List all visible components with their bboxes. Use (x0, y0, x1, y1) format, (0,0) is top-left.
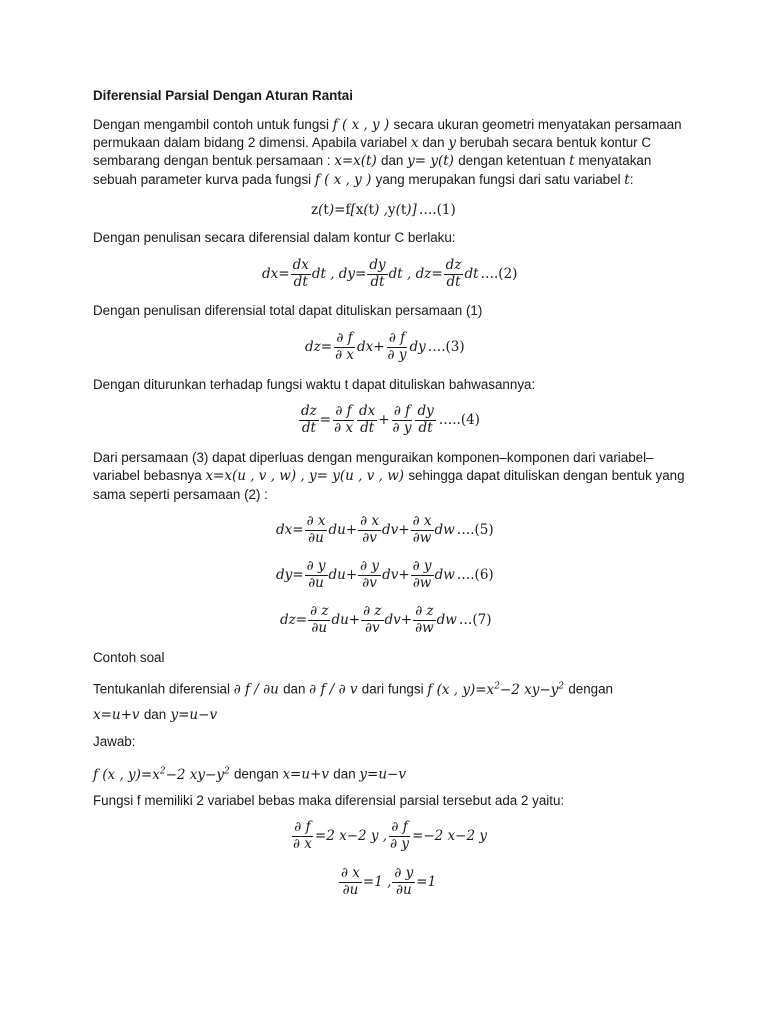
equation-4: $\frac{dz}{dt}$ = $\frac{\partial f}{\partial x}$ $\frac{dx}{dt}$ + $\frac{\partial f}{\partial y}$ $\frac{dy}{dt}$ …..(4) (301, 402, 480, 436)
equation-6: dy= $\frac{\partial y}{\partial u}$ du+ $\frac{\partial y}{\partial v}$ dv+ $\frac{\partial y}{\partial w}$ dw ….(6) (276, 557, 494, 591)
soal-line-2: x=u+v dan y=u−v (93, 707, 218, 723)
paragraph-total: Dengan penulisan diferensial total dapat dituliskan persamaan (1) (93, 303, 483, 318)
page-title: Diferensial Parsial Dengan Aturan Rantai (93, 88, 353, 103)
jawab-label: Jawab: (93, 734, 136, 749)
contoh-soal-heading: Contoh soal (93, 650, 165, 665)
intro-line-3: sembarang dengan bentuk persamaan : x=x(t) dan y= y(t) dengan ketentuan t menyatakan (93, 153, 652, 169)
soal-line-1: Tentukanlah diferensial ∂ f / ∂u dan ∂ f / ∂ v dari fungsi f (x , $y)=x^2-2$ $xy-y^2$ dengan (93, 681, 613, 698)
equation-7: dz= $\frac{\partial z}{\partial u}$ du+ $\frac{\partial z}{\partial v}$ dv+ $\frac{\partial z}{\partial w}$ dw …(7) (280, 602, 492, 636)
intro-line-4: sebuah parameter kurva pada fungsi f ( x , y ) yang merupakan fungsi dari satu variabel t: (93, 172, 634, 188)
jawab-line: f (x , $y)=x^2-2$ $xy-y^2$ dengan x=u+v dan y=u−v (93, 766, 406, 783)
equation-partials-xy: $\frac{\partial x}{\partial u}$ =1 , $\frac{\partial y}{\partial u}$ =1 (341, 864, 437, 898)
intro-line-2: permukaan dalam bidang 2 dimensi. Apabila variabel x dan y berubah secara bentuk kontur C (93, 135, 651, 151)
equation-3: dz= $\frac{\partial f}{\partial x}$ dx+ $\frac{\partial f}{\partial y}$ dy ….(3) (305, 329, 465, 363)
paragraph-waktu: Dengan diturunkan terhadap fungsi waktu t dapat dituliskan bahwasannya: (93, 377, 536, 392)
paragraph-urai-line-3: sama seperti persamaan (2) : (93, 487, 268, 502)
paragraph-fungsi: Fungsi f memiliki 2 variabel bebas maka diferensial parsial tersebut ada 2 yaitu: (93, 793, 565, 808)
paragraph-urai-line-1: Dari persamaan (3) dapat diperluas dengan menguraikan komponen–komponen dari variabel– (93, 450, 654, 465)
paragraph-urai-line-2: variabel bebasnya x=x(u , v , w) , y= y(u , v , w) sehingga dapat dituliskan dengan bentuk yang (93, 468, 685, 484)
paragraph-kontur: Dengan penulisan secara diferensial dalam kontur C berlaku: (93, 230, 456, 245)
equation-1: z ( t )= f [ x ( t ) , y ( t )] ….(1) (311, 202, 456, 218)
intro-line-1: Dengan mengambil contoh untuk fungsi f ( x , y ) secara ukuran geometri menyatakan persamaan (93, 117, 682, 133)
equation-partials-f: $\frac{\partial f}{\partial x}$ =2 x−2 y , $\frac{\partial f}{\partial y}$ =−2 x−2 y (293, 818, 487, 852)
equation-2: dx= $\frac{dx}{dt}$ dt , dy= $\frac{dy}{dt}$ dt , dz= $\frac{dz}{dt}$ dt ….(2) (262, 256, 518, 290)
equation-5: dx= $\frac{\partial x}{\partial u}$ du+ $\frac{\partial x}{\partial v}$ dv+ $\frac{\partial x}{\partial w}$ dw ….(5) (276, 512, 494, 546)
